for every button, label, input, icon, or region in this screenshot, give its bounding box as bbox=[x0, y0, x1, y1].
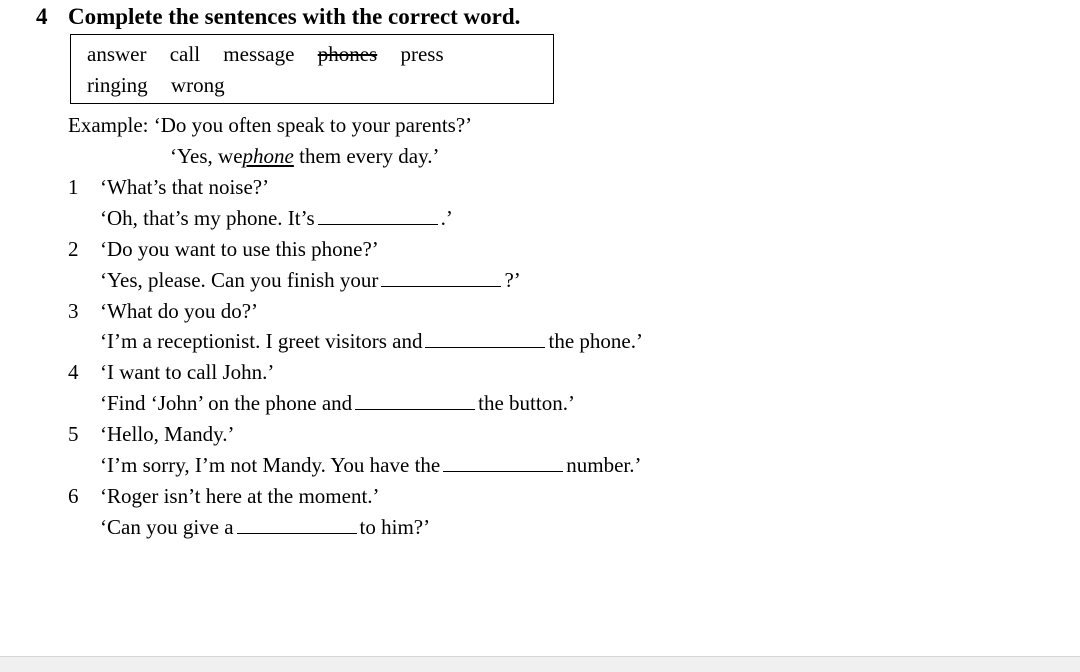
item-5-number: 5 bbox=[68, 422, 79, 446]
item-4-number: 4 bbox=[68, 360, 79, 384]
item-2-question: ‘Do you want to use this phone?’ bbox=[100, 237, 379, 261]
item-1-answer-after: .’ bbox=[440, 206, 453, 230]
word-message: message bbox=[223, 42, 295, 66]
item-1-blank[interactable] bbox=[318, 206, 438, 225]
item-6-number: 6 bbox=[68, 484, 79, 508]
example-answer-word: phone bbox=[242, 144, 294, 168]
item-2-number: 2 bbox=[68, 237, 79, 261]
item-2-answer-line bbox=[100, 267, 521, 293]
item-3-answer-after: the phone.’ bbox=[548, 329, 643, 353]
word-answer: answer bbox=[87, 42, 147, 66]
item-2-answer-before: ‘Yes, please. Can you finish your bbox=[100, 268, 379, 292]
item-1-answer-before: ‘Oh, that’s my phone. It’s bbox=[100, 206, 315, 230]
item-1-answer-line bbox=[100, 205, 453, 231]
word-press: press bbox=[400, 42, 444, 66]
item-5-answer-line bbox=[100, 452, 641, 478]
word-box-row-1 bbox=[87, 39, 553, 70]
exercise-instruction: Complete the sentences with the correct word. bbox=[68, 4, 521, 29]
item-1-question: ‘What’s that noise?’ bbox=[100, 175, 270, 199]
item-4-answer-line bbox=[100, 390, 575, 416]
item-3-answer-before: ‘I’m a receptionist. I greet visitors and bbox=[100, 329, 423, 353]
item-5-answer-after: number.’ bbox=[566, 453, 642, 477]
word-call: call bbox=[169, 42, 201, 66]
item-6-answer-before: ‘Can you give a bbox=[100, 515, 234, 539]
item-3-number: 3 bbox=[68, 299, 79, 323]
item-5-answer-before: ‘I’m sorry, I’m not Mandy. You have the bbox=[100, 453, 441, 477]
item-3-blank[interactable] bbox=[425, 329, 545, 348]
word-phones-crossed-out: phones bbox=[317, 42, 378, 66]
example-label: Example: bbox=[68, 113, 149, 137]
example-answer-line bbox=[170, 143, 439, 169]
example-answer-before: ‘Yes, we bbox=[170, 144, 243, 168]
bottom-scroll-bar bbox=[0, 656, 1080, 672]
example-question-line bbox=[68, 112, 472, 138]
item-6-answer-after: to him?’ bbox=[359, 515, 431, 539]
item-4-question: ‘I want to call John.’ bbox=[100, 360, 275, 384]
example-answer-after: them every day.’ bbox=[299, 144, 440, 168]
word-box-row-2 bbox=[87, 70, 553, 101]
word-box bbox=[70, 34, 554, 104]
item-4-answer-after: the button.’ bbox=[478, 391, 575, 415]
exercise-number: 4 bbox=[36, 4, 48, 29]
item-6-question: ‘Roger isn’t here at the moment.’ bbox=[100, 484, 380, 508]
word-wrong: wrong bbox=[170, 73, 225, 97]
item-3-question: ‘What do you do?’ bbox=[100, 299, 259, 323]
example-question: ‘Do you often speak to your parents?’ bbox=[153, 113, 473, 137]
item-6-blank[interactable] bbox=[237, 515, 357, 534]
exercise-heading bbox=[36, 4, 520, 30]
item-5-question: ‘Hello, Mandy.’ bbox=[100, 422, 235, 446]
item-2-blank[interactable] bbox=[381, 268, 501, 287]
item-4-answer-before: ‘Find ‘John’ on the phone and bbox=[100, 391, 353, 415]
item-6-answer-line bbox=[100, 514, 430, 540]
word-ringing: ringing bbox=[87, 73, 148, 97]
item-5-blank[interactable] bbox=[443, 453, 563, 472]
item-1-number: 1 bbox=[68, 175, 79, 199]
item-2-answer-after: ?’ bbox=[504, 268, 521, 292]
item-4-blank[interactable] bbox=[355, 391, 475, 410]
item-3-answer-line bbox=[100, 328, 643, 354]
